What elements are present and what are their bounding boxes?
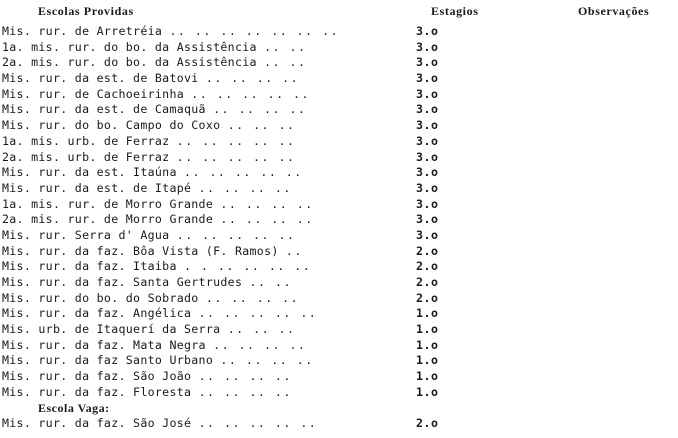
leader-dots: .. .. .. .. bbox=[205, 71, 300, 86]
school-stage: 3.o bbox=[416, 180, 439, 195]
leader-dots: .. .. .. .. bbox=[220, 212, 314, 227]
school-name: Mis. rur. Serra d' Agua bbox=[2, 227, 170, 242]
school-row bbox=[0, 322, 678, 338]
school-stage: 3.o bbox=[416, 55, 439, 70]
school-stage: 3.o bbox=[416, 165, 439, 180]
school-row bbox=[0, 71, 678, 87]
school-row bbox=[0, 24, 678, 40]
school-stage: 3.o bbox=[416, 118, 439, 133]
header-stages: Estagios bbox=[431, 4, 479, 18]
header-schools: Escolas Providas bbox=[38, 4, 134, 18]
school-name: 1a. mis. rur. do bo. da Assistência bbox=[2, 39, 257, 54]
school-stage: 3.o bbox=[416, 71, 439, 86]
leader-dots: .. bbox=[285, 243, 303, 258]
leader-dots: .. .. .. .. bbox=[213, 337, 307, 352]
leader-dots: .. .. .. .. .. bbox=[198, 306, 318, 321]
school-stage: 1.o bbox=[416, 306, 439, 321]
schools-list bbox=[0, 24, 678, 432]
leader-dots: .. .. .. bbox=[227, 118, 296, 133]
school-row bbox=[0, 197, 678, 213]
school-stage: 1.o bbox=[416, 322, 439, 337]
school-stage: 3.o bbox=[416, 227, 439, 242]
school-name: Mis. rur. da faz. Floresta bbox=[2, 384, 192, 399]
leader-dots: .. .. bbox=[249, 275, 292, 289]
school-stage: 3.o bbox=[416, 86, 439, 101]
school-name: Mis. rur. da est. de Batovi bbox=[2, 71, 199, 86]
school-stage: 2.o bbox=[416, 416, 439, 431]
leader-dots: .. .. .. .. bbox=[198, 384, 292, 399]
leader-dots: .. .. .. .. .. .. .. bbox=[169, 24, 340, 38]
school-name: Mis. rur. da est. Itaúna bbox=[2, 165, 177, 180]
school-name: Mis. urb. de Itaquerí da Serra bbox=[2, 322, 221, 337]
school-name: Mis. rur. da est. de Camaquã bbox=[2, 102, 206, 117]
school-row bbox=[0, 134, 678, 150]
school-name: Mis. rur. da faz Santo Urbano bbox=[2, 353, 214, 368]
school-row bbox=[0, 40, 678, 56]
school-row bbox=[0, 228, 678, 244]
school-row bbox=[0, 291, 678, 307]
school-stage: 1.o bbox=[416, 353, 439, 368]
school-stage: 2.o bbox=[416, 243, 439, 258]
school-name: 2a. mis. rur. do bo. da Assistência bbox=[2, 55, 257, 70]
school-name: Mis. rur. da faz. Mata Negra bbox=[2, 337, 206, 352]
school-row bbox=[0, 102, 678, 118]
leader-dots: .. .. .. .. .. bbox=[184, 165, 303, 180]
leader-dots: . . .. .. .. .. bbox=[184, 259, 312, 274]
leader-dots: .. .. .. .. bbox=[213, 102, 307, 117]
school-row bbox=[0, 369, 678, 385]
leader-dots: .. .. .. .. .. bbox=[191, 86, 311, 101]
school-name: 2a. mis. rur. de Morro Grande bbox=[2, 212, 214, 227]
school-row bbox=[0, 275, 678, 291]
leader-dots: .. .. .. .. bbox=[205, 290, 300, 305]
school-row bbox=[0, 165, 678, 181]
school-stage: 3.o bbox=[416, 39, 439, 54]
leader-dots: .. .. bbox=[264, 39, 307, 54]
school-stage: 3.o bbox=[416, 102, 439, 117]
leader-dots: .. .. .. .. bbox=[198, 369, 292, 384]
school-name: Mis. rur. do bo. Campo do Coxo bbox=[2, 118, 221, 133]
school-stage: 3.o bbox=[416, 149, 439, 164]
school-stage: 3.o bbox=[416, 133, 439, 148]
school-stage: 3.o bbox=[416, 212, 439, 227]
school-stage: 1.o bbox=[416, 337, 439, 352]
leader-dots: .. .. .. .. .. bbox=[176, 133, 296, 148]
leader-dots: .. .. bbox=[264, 55, 307, 70]
school-name: Mis. rur. da faz. São José bbox=[2, 416, 192, 431]
vacant-school-row bbox=[0, 416, 678, 432]
leader-dots: .. .. .. .. .. bbox=[198, 416, 318, 431]
school-stage: 2.o bbox=[416, 290, 439, 305]
school-name: 2a. mis. urb. de Ferraz bbox=[2, 149, 170, 164]
school-stage: 1.o bbox=[416, 369, 439, 384]
school-name: 1a. mis. urb. de Ferraz bbox=[2, 133, 170, 148]
school-row bbox=[0, 385, 678, 401]
vacant-school-heading: Escola Vaga: bbox=[38, 400, 110, 415]
school-row bbox=[0, 244, 678, 260]
school-stage: 3.o bbox=[416, 196, 439, 211]
school-name: Mis. rur. de Arretréia bbox=[2, 24, 163, 38]
school-stage: 3.o bbox=[416, 24, 439, 38]
school-name: 1a. mis. rur. de Morro Grande bbox=[2, 196, 214, 211]
school-name: Mis. rur. de Cachoeirinha bbox=[2, 86, 185, 101]
school-stage: 1.o bbox=[416, 384, 439, 399]
school-row bbox=[0, 338, 678, 354]
leader-dots: .. .. .. .. bbox=[220, 196, 314, 211]
school-row bbox=[0, 87, 678, 103]
school-name: Mis. rur. da est. de Itapé bbox=[2, 180, 192, 195]
header-notes: Observações bbox=[578, 4, 650, 18]
leader-dots: .. .. .. .. bbox=[198, 180, 292, 195]
school-row bbox=[0, 55, 678, 71]
school-stage: 2.o bbox=[416, 259, 439, 274]
school-row bbox=[0, 353, 678, 369]
school-name: Mis. rur. da faz. Santa Gertrudes bbox=[2, 275, 243, 289]
school-row bbox=[0, 306, 678, 322]
school-name: Mis. rur. do bo. do Sobrado bbox=[2, 290, 199, 305]
school-name: Mis. rur. da faz. São João bbox=[2, 369, 192, 384]
school-row bbox=[0, 150, 678, 166]
school-name: Mis. rur. da faz. Angélica bbox=[2, 306, 192, 321]
leader-dots: .. .. .. .. bbox=[220, 353, 314, 368]
school-name: Mis. rur. da faz. Itaiba bbox=[2, 259, 177, 274]
school-row bbox=[0, 212, 678, 228]
leader-dots: .. .. .. .. .. bbox=[176, 227, 296, 242]
school-name: Mis. rur. da faz. Bôa Vista (F. Ramos) bbox=[2, 243, 279, 258]
leader-dots: .. .. .. .. .. bbox=[176, 149, 296, 164]
leader-dots: .. .. .. bbox=[227, 322, 296, 337]
school-stage: 2.o bbox=[416, 275, 439, 289]
school-row bbox=[0, 118, 678, 134]
school-row bbox=[0, 259, 678, 275]
school-row bbox=[0, 181, 678, 197]
